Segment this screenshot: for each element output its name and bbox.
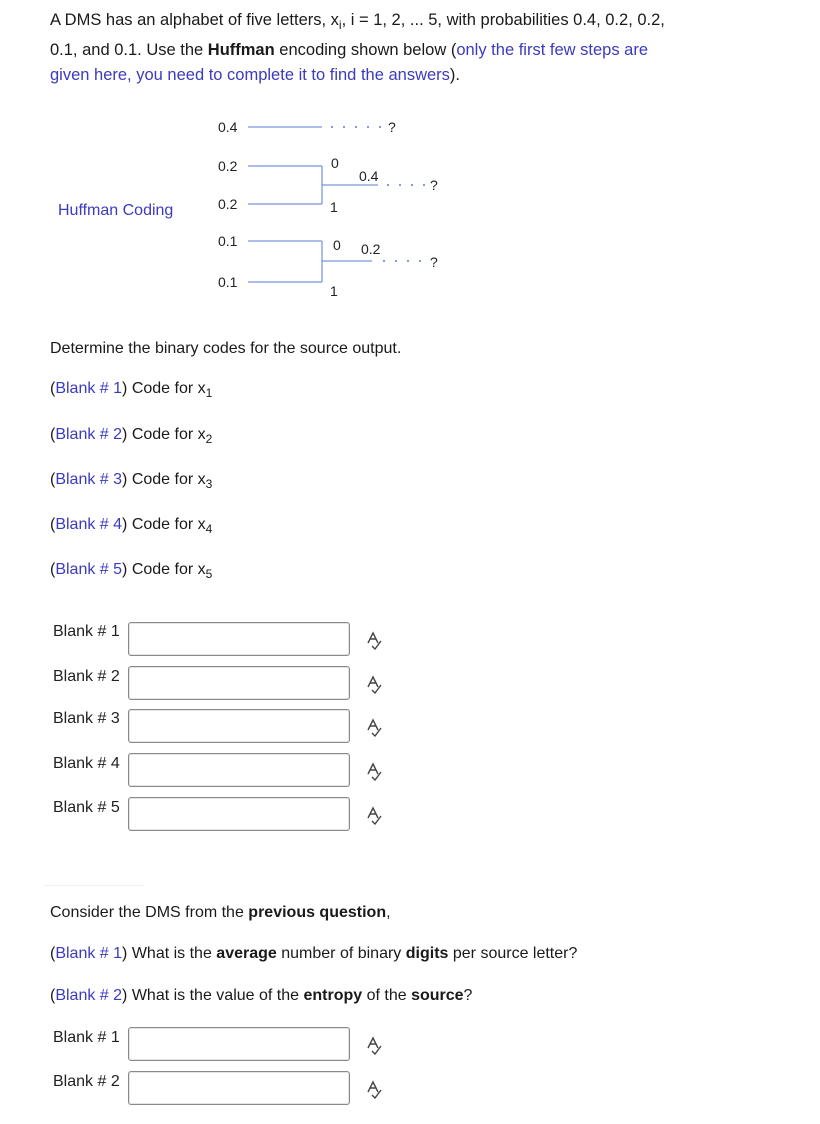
spellcheck-icon[interactable] — [364, 1079, 384, 1099]
spellcheck-icon[interactable] — [364, 761, 384, 781]
next-step-mark: ? — [430, 254, 438, 270]
huffman-tree-lines — [0, 0, 820, 320]
blank-item-3: (Blank # 3) Code for $x_3$ — [50, 471, 213, 491]
q2-blank-1-label: Blank # 1 — [53, 1029, 120, 1046]
branch-bit-0: 0 — [331, 155, 339, 171]
q2-blank-2-label: Blank # 2 — [53, 1073, 120, 1090]
prob-label: 0.4 — [218, 119, 238, 135]
spellcheck-icon[interactable] — [364, 1035, 384, 1055]
blank-item-2: (Blank # 2) Code for $x_2$ — [50, 426, 213, 446]
prob-label: 0.1 — [218, 233, 238, 249]
blank-1-input[interactable] — [128, 622, 350, 656]
prob-label: 0.1 — [218, 274, 238, 290]
branch-bit-1: 1 — [330, 283, 338, 299]
blank-5-label: Blank # 5 — [53, 799, 120, 816]
blank-item-5: (Blank # 5) Code for $x_5$ — [50, 561, 213, 581]
section-divider — [44, 885, 144, 886]
merged-prob: 0.2 — [361, 241, 381, 257]
blank-2-label: Blank # 2 — [53, 668, 120, 685]
spellcheck-icon[interactable] — [364, 805, 384, 825]
next-step-mark: ? — [430, 177, 438, 193]
question-2-item-1: (Blank # 1) What is the average number of binary digits per source letter? — [50, 945, 578, 962]
merged-prob: 0.4 — [359, 168, 379, 184]
blank-3-label: Blank # 3 — [53, 710, 120, 727]
question-2-intro: Consider the DMS from the previous question, — [50, 904, 391, 921]
spellcheck-icon[interactable] — [364, 674, 384, 694]
spellcheck-icon[interactable] — [364, 630, 384, 650]
blank-item-1: (Blank # 1) Code for $x_1$ — [50, 380, 213, 400]
next-step-mark: ? — [388, 119, 396, 135]
question-2-item-2: (Blank # 2) What is the value of the entropy of the source? — [50, 987, 473, 1004]
q2-blank-1-input[interactable] — [128, 1027, 350, 1061]
blank-3-input[interactable] — [128, 709, 350, 743]
prob-label: 0.2 — [218, 196, 238, 212]
blank-item-4: (Blank # 4) Code for $x_4$ — [50, 516, 213, 536]
blank-4-input[interactable] — [128, 753, 350, 787]
blank-1-label: Blank # 1 — [53, 623, 120, 640]
blank-2-input[interactable] — [128, 666, 350, 700]
q2-blank-2-input[interactable] — [128, 1071, 350, 1105]
branch-bit-0: 0 — [333, 237, 341, 253]
huffman-coding-title: Huffman Coding — [58, 202, 174, 219]
question-1-prompt: Determine the binary codes for the source output. — [50, 340, 402, 357]
question-1-intro: A DMS has an alphabet of five letters, $x_i$, i = 1, 2, ... 5, with probabilities 0.4, 0.2, 0.2, 0.1, and 0.1. Use the Huffman encoding shown below (only the first few steps are given here, you need to complete it to find the answers). — [50, 11, 665, 84]
prob-label: 0.2 — [218, 158, 238, 174]
spellcheck-icon[interactable] — [364, 717, 384, 737]
blank-4-label: Blank # 4 — [53, 755, 120, 772]
blank-5-input[interactable] — [128, 797, 350, 831]
branch-bit-1: 1 — [330, 199, 338, 215]
